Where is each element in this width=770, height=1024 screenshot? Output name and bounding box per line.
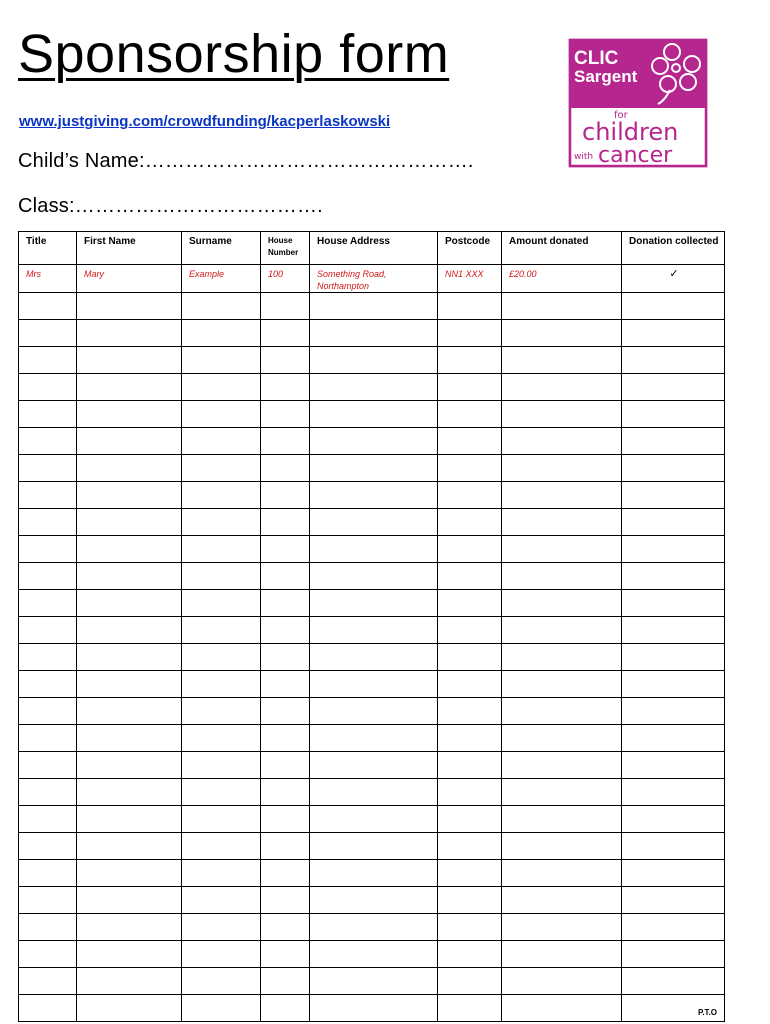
col-header-surname: Surname (182, 232, 261, 265)
table-row (19, 320, 725, 347)
table-row (19, 563, 725, 590)
table-cell[interactable] (310, 482, 438, 509)
table-cell[interactable] (77, 401, 182, 428)
table-cell[interactable] (622, 860, 725, 887)
table-cell[interactable] (77, 779, 182, 806)
table-cell[interactable] (438, 860, 502, 887)
table-cell[interactable] (502, 455, 622, 482)
table-row (19, 644, 725, 671)
logo-clic-text: CLIC (574, 48, 619, 69)
table-cell[interactable] (502, 374, 622, 401)
table-cell[interactable] (502, 671, 622, 698)
table-cell[interactable] (438, 806, 502, 833)
table-cell[interactable] (438, 779, 502, 806)
table-cell[interactable] (182, 995, 261, 1022)
table-cell[interactable] (622, 995, 725, 1022)
table-cell[interactable] (182, 698, 261, 725)
table-cell[interactable] (19, 509, 77, 536)
col-header-house-number: House Number (261, 232, 310, 265)
table-cell[interactable] (502, 536, 622, 563)
table-row (19, 536, 725, 563)
table-cell[interactable] (310, 509, 438, 536)
table-cell[interactable] (77, 914, 182, 941)
table-cell[interactable] (502, 698, 622, 725)
col-header-house-address: House Address (310, 232, 438, 265)
table-cell[interactable] (182, 347, 261, 374)
table-cell[interactable] (19, 995, 77, 1022)
table-cell[interactable] (19, 536, 77, 563)
table-cell[interactable] (310, 590, 438, 617)
table-cell[interactable] (622, 887, 725, 914)
table-row (19, 428, 725, 455)
col-header-first-name: First Name (77, 232, 182, 265)
table-cell[interactable] (19, 401, 77, 428)
table-cell[interactable] (622, 509, 725, 536)
logo-for-text: for (614, 110, 628, 121)
justgiving-link[interactable]: www.justgiving.com/crowdfunding/kacperlaskowski (19, 113, 391, 130)
table-cell[interactable] (502, 644, 622, 671)
table-cell[interactable] (77, 698, 182, 725)
table-cell[interactable] (502, 482, 622, 509)
table-cell[interactable] (622, 833, 725, 860)
example-amount: £20.00 (502, 265, 622, 293)
table-cell[interactable] (502, 590, 622, 617)
table-cell[interactable] (502, 509, 622, 536)
table-cell[interactable] (438, 968, 502, 995)
table-cell[interactable] (261, 725, 310, 752)
table-cell[interactable] (438, 590, 502, 617)
table-cell[interactable] (182, 617, 261, 644)
table-cell[interactable] (438, 320, 502, 347)
table-cell[interactable] (438, 509, 502, 536)
table-cell[interactable] (182, 563, 261, 590)
table-row (19, 374, 725, 401)
table-cell[interactable] (622, 590, 725, 617)
table-row (19, 833, 725, 860)
table-cell[interactable] (622, 428, 725, 455)
table-cell[interactable] (310, 536, 438, 563)
table-cell[interactable] (261, 536, 310, 563)
table-cell[interactable] (438, 482, 502, 509)
table-cell[interactable] (622, 644, 725, 671)
table-cell[interactable] (77, 752, 182, 779)
table-cell[interactable] (19, 833, 77, 860)
table-cell[interactable] (622, 563, 725, 590)
page-title: Sponsorship form (18, 24, 450, 84)
table-cell[interactable] (310, 644, 438, 671)
table-cell[interactable] (502, 347, 622, 374)
table-cell[interactable] (19, 887, 77, 914)
table-cell[interactable] (310, 968, 438, 995)
table-cell[interactable] (438, 644, 502, 671)
table-cell[interactable] (77, 320, 182, 347)
col-header-title: Title (19, 232, 77, 265)
table-row (19, 887, 725, 914)
table-cell[interactable] (261, 833, 310, 860)
table-cell[interactable] (19, 617, 77, 644)
table-cell[interactable] (77, 374, 182, 401)
table-cell[interactable] (182, 779, 261, 806)
clic-sargent-logo (558, 38, 708, 168)
example-row (19, 265, 725, 293)
table-row (19, 941, 725, 968)
table-cell[interactable] (261, 347, 310, 374)
table-cell[interactable] (182, 941, 261, 968)
table-cell[interactable] (310, 752, 438, 779)
table-cell[interactable] (261, 401, 310, 428)
table-cell[interactable] (19, 590, 77, 617)
table-cell[interactable] (19, 860, 77, 887)
table-cell[interactable] (622, 941, 725, 968)
table-cell[interactable] (502, 914, 622, 941)
table-cell[interactable] (261, 860, 310, 887)
table-cell[interactable] (19, 752, 77, 779)
table-cell[interactable] (182, 590, 261, 617)
table-cell[interactable] (310, 617, 438, 644)
table-cell[interactable] (19, 779, 77, 806)
table-cell[interactable] (261, 779, 310, 806)
table-cell[interactable] (438, 725, 502, 752)
table-cell[interactable] (622, 914, 725, 941)
table-cell[interactable] (502, 617, 622, 644)
table-cell[interactable] (261, 293, 310, 320)
table-cell[interactable] (502, 428, 622, 455)
class-field[interactable]: Class:………………………………. (18, 195, 323, 217)
table-row (19, 590, 725, 617)
table-cell[interactable] (438, 833, 502, 860)
example-surname: Example (182, 265, 261, 293)
table-cell[interactable] (19, 914, 77, 941)
table-cell[interactable] (438, 887, 502, 914)
table-cell[interactable] (182, 752, 261, 779)
table-cell[interactable] (261, 698, 310, 725)
col-header-amount-donated: Amount donated (502, 232, 622, 265)
table-cell[interactable] (438, 941, 502, 968)
table-row (19, 401, 725, 428)
table-cell[interactable] (19, 806, 77, 833)
table-cell[interactable] (261, 941, 310, 968)
table-cell[interactable] (622, 482, 725, 509)
table-cell[interactable] (77, 806, 182, 833)
table-cell[interactable] (182, 509, 261, 536)
table-cell[interactable] (261, 644, 310, 671)
table-row (19, 509, 725, 536)
table-cell[interactable] (438, 995, 502, 1022)
table-cell[interactable] (182, 320, 261, 347)
table-cell[interactable] (19, 968, 77, 995)
table-cell[interactable] (19, 644, 77, 671)
table-cell[interactable] (502, 995, 622, 1022)
logo-sargent-text: Sargent (574, 67, 638, 86)
table-cell[interactable] (19, 374, 77, 401)
table-cell[interactable] (19, 671, 77, 698)
table-cell[interactable] (310, 428, 438, 455)
table-cell[interactable] (310, 455, 438, 482)
table-cell[interactable] (438, 698, 502, 725)
table-cell[interactable] (182, 374, 261, 401)
table-cell[interactable] (261, 752, 310, 779)
table-row (19, 860, 725, 887)
table-cell[interactable] (622, 536, 725, 563)
table-row (19, 482, 725, 509)
table-cell[interactable] (438, 347, 502, 374)
table-cell[interactable] (261, 509, 310, 536)
table-cell[interactable] (438, 617, 502, 644)
table-cell[interactable] (622, 968, 725, 995)
table-cell[interactable] (77, 347, 182, 374)
example-title: Mrs (19, 265, 77, 293)
table-cell[interactable] (310, 671, 438, 698)
table-row (19, 779, 725, 806)
table-cell[interactable] (622, 455, 725, 482)
table-cell[interactable] (261, 914, 310, 941)
table-cell[interactable] (182, 887, 261, 914)
table-cell[interactable] (502, 887, 622, 914)
table-cell[interactable] (261, 374, 310, 401)
table-cell[interactable] (622, 671, 725, 698)
logo-cancer-text: cancer (598, 143, 673, 168)
table-row (19, 671, 725, 698)
table-cell[interactable] (310, 860, 438, 887)
table-cell[interactable] (310, 806, 438, 833)
table-cell[interactable] (438, 455, 502, 482)
table-cell[interactable] (502, 725, 622, 752)
table-cell[interactable] (19, 725, 77, 752)
table-cell[interactable] (19, 293, 77, 320)
table-row (19, 347, 725, 374)
table-cell[interactable] (438, 536, 502, 563)
table-cell[interactable] (502, 563, 622, 590)
table-cell[interactable] (502, 860, 622, 887)
table-cell[interactable] (182, 293, 261, 320)
table-cell[interactable] (622, 725, 725, 752)
table-cell[interactable] (261, 563, 310, 590)
table-cell[interactable] (438, 428, 502, 455)
table-cell[interactable] (182, 428, 261, 455)
table-cell[interactable] (261, 806, 310, 833)
table-row (19, 455, 725, 482)
table-cell[interactable] (502, 968, 622, 995)
table-row (19, 806, 725, 833)
table-cell[interactable] (310, 995, 438, 1022)
table-cell[interactable] (77, 941, 182, 968)
table-row (19, 617, 725, 644)
childs-name-field[interactable]: Child’s Name:…………………………………………. (18, 150, 474, 172)
table-cell[interactable] (19, 320, 77, 347)
table-cell[interactable] (502, 941, 622, 968)
checkmark-icon: ✓ (669, 268, 679, 280)
table-cell[interactable] (261, 428, 310, 455)
table-row (19, 914, 725, 941)
table-cell[interactable] (182, 725, 261, 752)
table-cell[interactable] (19, 563, 77, 590)
table-cell[interactable] (182, 671, 261, 698)
table-cell[interactable] (622, 617, 725, 644)
table-cell[interactable] (77, 428, 182, 455)
col-header-donation-collected: Donation collected (622, 232, 725, 265)
table-cell[interactable] (77, 860, 182, 887)
table-cell[interactable] (261, 455, 310, 482)
table-cell[interactable] (310, 914, 438, 941)
table-cell[interactable] (622, 347, 725, 374)
table-cell[interactable] (310, 779, 438, 806)
logo-with-text: with (574, 152, 594, 162)
table-cell[interactable] (622, 374, 725, 401)
table-cell[interactable] (19, 482, 77, 509)
table-cell[interactable] (502, 806, 622, 833)
table-row (19, 293, 725, 320)
table-cell[interactable] (310, 401, 438, 428)
table-cell[interactable] (19, 941, 77, 968)
table-row (19, 995, 725, 1022)
table-cell[interactable] (19, 428, 77, 455)
table-cell[interactable] (182, 644, 261, 671)
table-cell[interactable] (77, 833, 182, 860)
table-cell[interactable] (438, 752, 502, 779)
table-row (19, 725, 725, 752)
pto-note: P.T.O (698, 1008, 717, 1017)
table-cell[interactable] (261, 887, 310, 914)
example-first-name: Mary (77, 265, 182, 293)
table-cell[interactable] (77, 968, 182, 995)
table-cell[interactable] (310, 320, 438, 347)
table-cell[interactable] (261, 995, 310, 1022)
table-row (19, 968, 725, 995)
table-cell[interactable] (182, 806, 261, 833)
table-cell[interactable] (77, 563, 182, 590)
table-cell[interactable] (19, 698, 77, 725)
table-cell[interactable] (261, 590, 310, 617)
example-house-number: 100 (261, 265, 310, 293)
table-cell[interactable] (622, 698, 725, 725)
table-cell[interactable] (261, 617, 310, 644)
table-cell[interactable] (77, 644, 182, 671)
table-cell[interactable] (310, 833, 438, 860)
table-cell[interactable] (77, 590, 182, 617)
table-cell[interactable] (310, 725, 438, 752)
table-cell[interactable] (182, 482, 261, 509)
table-cell[interactable] (261, 968, 310, 995)
table-cell[interactable] (438, 914, 502, 941)
table-cell[interactable] (77, 725, 182, 752)
table-cell[interactable] (182, 914, 261, 941)
table-cell[interactable] (502, 293, 622, 320)
table-row (19, 752, 725, 779)
table-cell[interactable] (310, 887, 438, 914)
table-cell[interactable] (182, 833, 261, 860)
table-cell[interactable] (438, 374, 502, 401)
table-cell[interactable] (182, 860, 261, 887)
table-cell[interactable] (77, 293, 182, 320)
table-cell[interactable] (19, 455, 77, 482)
table-cell[interactable] (77, 617, 182, 644)
table-cell[interactable] (438, 671, 502, 698)
example-collected (622, 265, 725, 293)
table-cell[interactable] (77, 887, 182, 914)
sponsorship-table (18, 231, 725, 1022)
table-cell[interactable] (622, 752, 725, 779)
table-cell[interactable] (261, 320, 310, 347)
table-cell[interactable] (622, 293, 725, 320)
table-cell[interactable] (310, 374, 438, 401)
table-cell[interactable] (310, 293, 438, 320)
table-cell[interactable] (77, 509, 182, 536)
table-cell[interactable] (502, 401, 622, 428)
table-cell[interactable] (182, 968, 261, 995)
table-cell[interactable] (261, 671, 310, 698)
col-header-postcode: Postcode (438, 232, 502, 265)
table-header-row (19, 232, 725, 265)
table-cell[interactable] (622, 320, 725, 347)
example-house-address: Something Road, Northampton (310, 265, 438, 293)
table-cell[interactable] (77, 995, 182, 1022)
table-cell[interactable] (310, 941, 438, 968)
table-cell[interactable] (622, 779, 725, 806)
table-cell[interactable] (261, 482, 310, 509)
table-row (19, 698, 725, 725)
table-cell[interactable] (438, 563, 502, 590)
table-cell[interactable] (502, 752, 622, 779)
table-cell[interactable] (77, 482, 182, 509)
table-cell[interactable] (77, 671, 182, 698)
table-cell[interactable] (438, 401, 502, 428)
table-cell[interactable] (502, 833, 622, 860)
table-cell[interactable] (182, 536, 261, 563)
table-cell[interactable] (182, 455, 261, 482)
table-cell[interactable] (77, 455, 182, 482)
table-cell[interactable] (502, 320, 622, 347)
table-cell[interactable] (502, 779, 622, 806)
table-cell[interactable] (182, 401, 261, 428)
table-cell[interactable] (310, 698, 438, 725)
example-postcode: NN1 XXX (438, 265, 502, 293)
table-cell[interactable] (77, 536, 182, 563)
table-cell[interactable] (622, 806, 725, 833)
table-cell[interactable] (622, 401, 725, 428)
table-cell[interactable] (438, 293, 502, 320)
logo-children-text: children (582, 118, 679, 146)
table-cell[interactable] (310, 347, 438, 374)
table-cell[interactable] (19, 347, 77, 374)
table-cell[interactable] (310, 563, 438, 590)
